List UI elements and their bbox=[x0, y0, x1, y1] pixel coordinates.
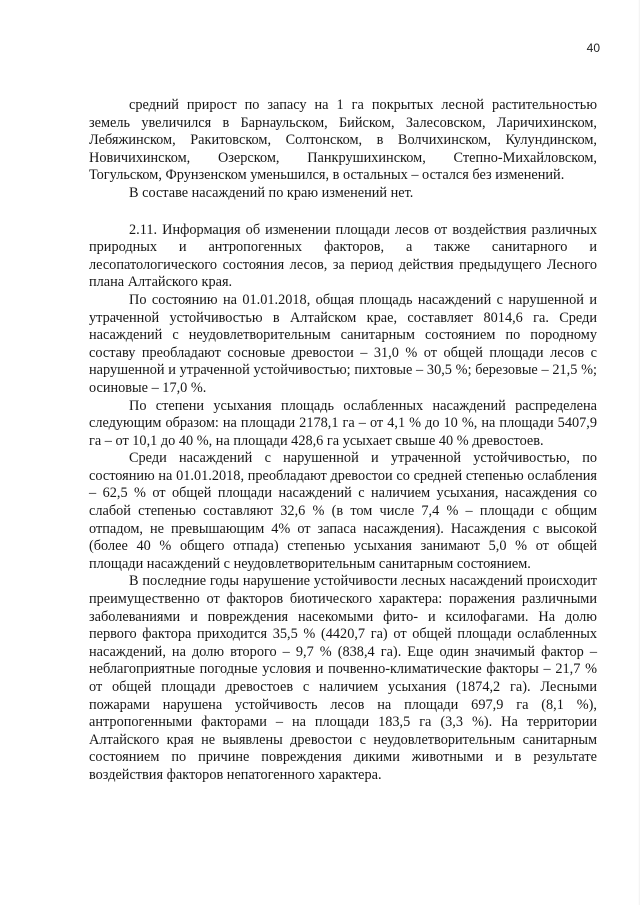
section-heading-2-11: 2.11. Информация об изменении площади лесов от воздействия различных природных и антропогенных факторов, а также санитарного и лесопатологического состояния лесов, за период действия предыдущего Лесного плана Алтайского края. bbox=[89, 221, 597, 291]
paragraph-composition-note: В составе насаждений по краю изменений нет. bbox=[129, 184, 414, 201]
paragraph-drying-degree: По степени усыхания площадь ослабленных насаждений распределена следующим образом: на площади 2178,1 га – от 4,1 % до 10 %, на площади 5407,9 га – от 10,1 до 40 %, на площади 428,6 га усыхает свыше 40 % древостоев. bbox=[89, 397, 597, 449]
page-number: 40 bbox=[586, 41, 600, 55]
paragraph-weakening-degree: Среди насаждений с нарушенной и утраченной устойчивостью, по состоянию на 01.01.2018, преобладают древостои со средней степенью ослабления – 62,5 % от общей площади насаждений с наличием усыхания, насаждения со слабой степенью составляют 32,6 % (в том числе 7,4 % – площади с общим отпадом, не превышающим 4% от запаса насаждения). Насаждения с высокой (более 40 % общего отпада) степенью усыхания занимают 5,0 % от общей площади насаждений с неудовлетворительным санитарным состоянием. bbox=[89, 450, 597, 572]
paragraph-causes: В последние годы нарушение устойчивости лесных насаждений происходит преимущественно от факторов биотического характера: поражения различными заболеваниями и повреждения насекомыми фито- и ксилофагами. На долю первого фактора приходится 35,5 % (4420,7 га) от общей площади ослабленных насаждений, на долю второго – 9,7 % (838,4 га). Еще один значимый фактор – неблагоприятные погодные условия и почвенно-климатические факторы – 21,7 % от общей площади древостоев с наличием усыхания (1874,2 га). Лесными пожарами нарушена устойчивость лесов на площади 697,9 га (8,1 %), антропогенными факторами – на площади 183,5 га (3,3 %). На территории Алтайского края не выявлены древостои с неудовлетворительным санитарным состоянием по причине повреждения дикими животными и в результате воздействия факторов непатогенного характера. bbox=[89, 573, 597, 783]
paragraph-total-area: По состоянию на 01.01.2018, общая площадь насаждений с нарушенной и утраченной устойчивостью в Алтайском крае, составляет 8014,6 га. Среди насаждений с неудовлетворительным санитарным состоянием по породному составу преобладают сосновые древостои – 31,0 % от общей площади лесов с нарушенной и утраченной устойчивостью; пихтовые – 30,5 %; березовые – 21,5 %; осиновые – 17,0 %. bbox=[89, 291, 597, 396]
section-gap bbox=[89, 203, 597, 222]
document-body bbox=[89, 97, 597, 785]
paragraph-growth-summary: средний прирост по запасу на 1 га покрытых лесной растительностью земель увеличился в Барнаульском, Бийском, Залесовском, Ларичихинском, Лебяжинском, Ракитовском, Солтонском, в Волчихинском, Кулундинском, Новичихинском, Озерском, Панкрушихинском, Степно-Михайловском, Тогульском, Фрунзенском уменьшился, в остальных – остался без изменений. bbox=[89, 97, 597, 184]
